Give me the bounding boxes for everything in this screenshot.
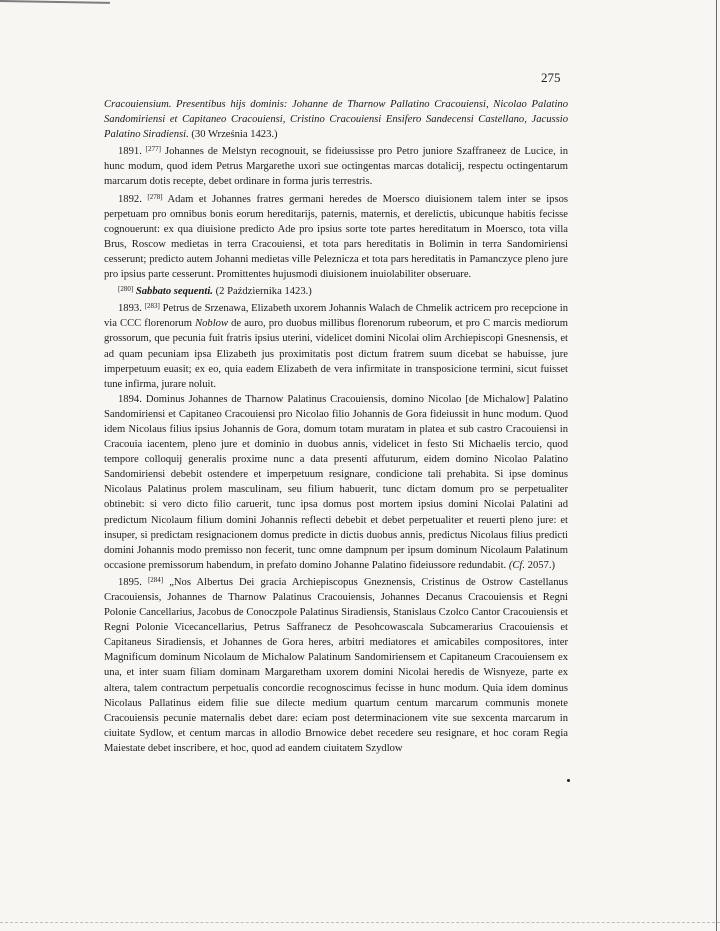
entry-ref: [284] bbox=[147, 575, 164, 584]
entry-number: 1894. bbox=[118, 393, 142, 405]
entry-text-part: Dominus Johannes de Tharnow Palatinus Cracouiensis, domino Nicolao [de Michalow] Palatino Sandomiriensi et Capitaneo Cracouiensi pro Nicolao filio Johannis de Gora fideiussit in hunc modum. Quod idem Nicolaus filius ipsius Johannis de Gora, domum totam muratam in platea et sub castro Cracouiensi in Cracouia iacentem, pleno jure et dominio in duobus annis, videlicet in festo Sti Michaelis tercio, quod tempore colloquij generalis proxime nunc a data presenti affuturum, eidem domino Nicolao Palatino Sandomiriensi debebit ostendere et imperpetuum resignare, condicione tali prehabita. Si ipse dominus Nicolaus Palatinus prolem masculinam, seu filium habuerit, tunc dictam domum pro se perpetualiter obtinebit: si vero dicto filio caruerit, tunc ipsa domus post mortem ipsius domini Nicolai Palatini ad predictum Nicolaum filium domini Johannis reflecti debebit et debet perpetualiter et reuerti pleno jure: et insuper, si predictam resignacionem domus predicte in dictis duobus annis, predictus Nicolaus filius predicti domini Johannis modo premisso non fecerit, tunc omne dampnum per ipsum dominum Nicolaum Palatinum occasione premissorum habendum, in prefato domino Johanne Palatino fideiussore redundabit. bbox=[104, 393, 568, 571]
entry-text: Adam et Johannes fratres germani heredes de Moersco diuisionem talem inter se ipsos perpetuam pro omnibus bonis eorum hereditarijs, paternis, maternis, et derelictis, ubicunque habitis fecisse cognouerunt: ex qua diuisione predicto Ade pro ipsius sorte tote partes hereditatum in Moersco, tota villa Brus, Roscow medietas in terra Cracouiensi, et tota pars hereditatis in Bolimin in terra Sandomiriensi cesserunt; predicto autem Johanni medietas ville Peleznicza et tota pars hereditatis in Pamanczyce pleno jure pro ipsius parte cesserunt. Promittentes hujusmodi diuisionem inuiolabiliter obseruare. bbox=[104, 193, 568, 281]
scan-edge-right bbox=[716, 0, 717, 931]
entry-number: 1892. bbox=[118, 193, 142, 205]
entry-1895 bbox=[104, 573, 568, 756]
heading-title: Sabbato sequenti. bbox=[135, 286, 213, 298]
entry-text-part: de auro, pro duobus millibus florenorum rubeorum, et pro C marcis mediorum grossorum, que pecunia fuit fratris ipsius uterini, videlicet domini Nicolai olim Archiepiscopi Gnesnensis, et ad quam pecuniam ipsa Elizabeth jus proximitatis post dictum fratrem suum dicebat se habuisse, jure imperpetuum euasit; ex eo, quia eadem Elizabeth de vera infirmitate in transposicione termini, sicut fuisset tune infirma, jurare noluit. bbox=[104, 318, 569, 390]
heading-ref: [280] bbox=[118, 285, 134, 294]
entry-1894 bbox=[104, 392, 568, 573]
heading-date: (2 Października 1423.) bbox=[215, 286, 312, 298]
entry-1891 bbox=[104, 142, 568, 189]
entry-ref: [278] bbox=[147, 192, 163, 201]
entry-ref: [277] bbox=[145, 145, 162, 154]
page-number: 275 bbox=[541, 70, 561, 85]
date-heading bbox=[104, 282, 568, 299]
entry-number: 1895. bbox=[118, 576, 142, 588]
ink-dot bbox=[567, 779, 570, 782]
entry-number: 1891. bbox=[118, 146, 142, 158]
scan-edge-bottom bbox=[0, 922, 720, 923]
entry-text: Johannes de Melstyn recognouit, se fideiussisse pro Petro juniore Szaffraneez de Lucice, in hunc modum, quod idem Petrus Margarethe uxori sue octingentas marcas dotalicij, respectu octingentarum marcarum dotis recepte, debet ordinare in forma juris terrestris. bbox=[104, 146, 569, 188]
intro-witnesses: Cracouiensium. Presentibus hijs dominis: Johanne de Tharnow Pallatino Cracouiensi, Nicolao Palatino Sandomiriensi et Capitaneo Cracouiensi, Cristino Cracouiensi Ensifero Sandecensi Castellano, Jacussio Palatino Siradiensi. bbox=[104, 99, 568, 141]
scan-edge-top bbox=[0, 0, 110, 14]
entry-text-part: 2057.) bbox=[527, 559, 556, 571]
entry-text: „Nos Albertus Dei gracia Archiepiscopus Gneznensis, Cristinus de Ostrow Castellanus Cracouiensis, Johannes de Tharnow Palatinus Cracouiensis, Johannes Decanus Cracouiensis et Regni Polonie Cancellarius, Jacobus de Conoczpole Palatinus Siradiensis, Stanislaus Czolco Cantor Cracouiensis et Regni Polonie Vicecancellarius, Petrus Saffranecz de Pesohcowascala Subcamerarius Cracouiensis et Capitaneus Siradiensis, et Johannes de Gora heres, arbitri mediatores et amicabiles compositores, inter Magnificum dominum Nicolaum de Michalow Palatinum Sandomiriensem et Capitaneum Cracouiensem ex una, et inter suam filiam dominam Margaretham uxorem domini Nicolai heredis de Wisnyeze, parte ex altera, talem contractum perpetualis concordie recognoscimus fecisse in hunc modum. Quia idem dominus Nicolaus Pallatinus eidem filie sue dilecte medium quartum centum marcarum communis monete Cracouiensis pecunie maternalis debet dare: eciam post determinacionem vite sue sexcenta marcarum in ciuitate Sydlow, et centum marcas in allodio Brnowice debet recedere seu resignare, et hoc coram Regia Maiestate debet inscribere, et hoc, quod ad eandem ciuitatem Szydlow bbox=[104, 576, 568, 754]
entry-1892 bbox=[104, 190, 568, 283]
entry-ref: [283] bbox=[144, 302, 160, 311]
entry-text-italic: Noblow bbox=[195, 318, 229, 330]
entry-text-part: Petrus de Srzenawa, Elizabeth uxorem Johannis Walach de Chmelik actricem pro recepcione in via CCC florenorum bbox=[104, 303, 569, 330]
entry-text-italic: (Cf. bbox=[508, 559, 526, 571]
intro-date: (30 Września 1423.) bbox=[191, 129, 278, 141]
intro-paragraph bbox=[104, 97, 568, 142]
text-body bbox=[104, 97, 568, 756]
entry-1893 bbox=[104, 299, 568, 392]
entry-number: 1893. bbox=[118, 303, 142, 315]
